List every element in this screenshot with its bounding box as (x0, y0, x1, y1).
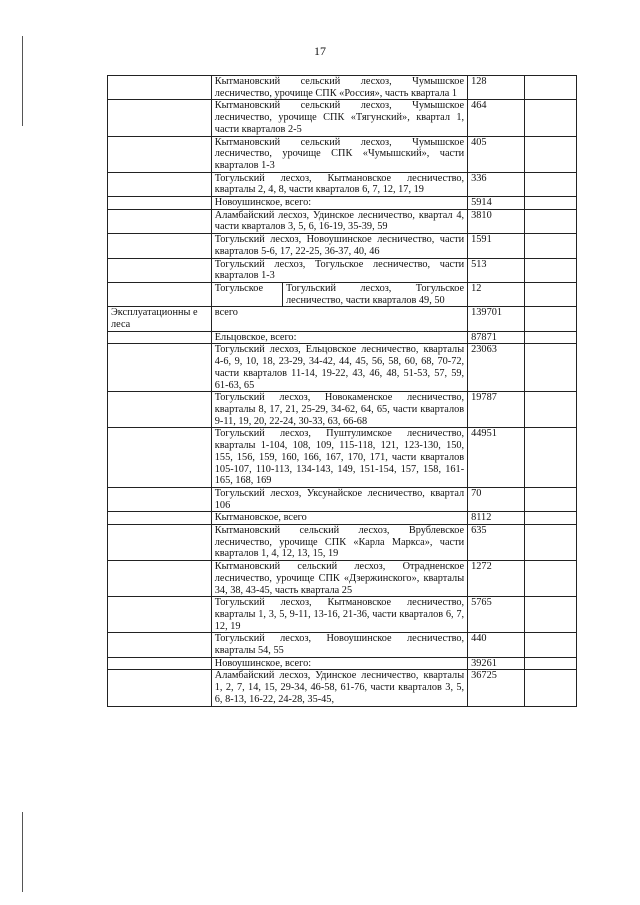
area-cell: 139701 (468, 307, 525, 331)
area-cell: 70 (468, 487, 525, 511)
description-cell: Тогульский лесхоз, Уксунайское лесничество, квартал 106 (211, 487, 467, 511)
category-cell (108, 136, 212, 172)
table-row (108, 487, 577, 511)
table-row (108, 209, 577, 233)
table-row (108, 561, 577, 597)
area-cell: 128 (468, 76, 525, 100)
description-cell: Кытмановский сельский лесхоз, Чумышское лесничество, урочище СПК «Россия», часть квартала 1 (211, 76, 467, 100)
area-cell: 23063 (468, 344, 525, 392)
category-cell (108, 487, 212, 511)
category-cell (108, 670, 212, 706)
extra-cell (525, 76, 577, 100)
category-cell (108, 209, 212, 233)
category-cell (108, 197, 212, 210)
extra-cell (525, 197, 577, 210)
area-cell: 440 (468, 633, 525, 657)
area-cell: 12 (468, 282, 525, 306)
description-cell: всего (211, 307, 467, 331)
description-cell: Тогульский лесхоз, Ельцовское лесничество, кварталы 4-6, 9, 10, 18, 23-29, 34-42, 44, 45, 56, 58, 60, 68, 70-72, части кварталов 11-14, 19-22, 43, 46, 48, 51-53, 57, 59, 61-63, 65 (211, 344, 467, 392)
extra-cell (525, 512, 577, 525)
area-cell: 464 (468, 100, 525, 136)
subsection-label-cell: Тогульское (211, 282, 282, 306)
description-cell: Тогульский лесхоз, Новоушинское лесничество, кварталы 54, 55 (211, 633, 467, 657)
description-cell: Кытмановский сельский лесхоз, Врублевское лесничество, урочище СПК «Карла Маркса», части кварталов 1, 4, 12, 13, 15, 19 (211, 525, 467, 561)
area-cell: 8112 (468, 512, 525, 525)
table-row (108, 344, 577, 392)
description-cell: Тогульский лесхоз, Новокаменское лесничество, кварталы 8, 17, 21, 25-29, 34-62, 64, 65, части кварталов 9-11, 19, 20, 22-24, 30-33, 63, 66-68 (211, 392, 467, 428)
description-cell: Тогульский лесхоз, Тогульское лесничество, части кварталов 49, 50 (282, 282, 467, 306)
description-cell: Аламбайский лесхоз, Удинское лесничество, квартал 4, части кварталов 3, 5, 6, 16-19, 35-39, 59 (211, 209, 467, 233)
area-cell: 36725 (468, 670, 525, 706)
table-row (108, 197, 577, 210)
extra-cell (525, 670, 577, 706)
extra-cell (525, 633, 577, 657)
category-cell (108, 344, 212, 392)
category-cell (108, 561, 212, 597)
description-cell: Новоушинское, всего: (211, 657, 467, 670)
page-number: 17 (314, 44, 326, 58)
extra-cell (525, 487, 577, 511)
description-cell: Тогульский лесхоз, Тогульское лесничество, части кварталов 1-3 (211, 258, 467, 282)
table-row (108, 657, 577, 670)
description-cell: Кытмановский сельский лесхоз, Чумышское лесничество, урочище СПК «Чумышский», части кварталов 1-3 (211, 136, 467, 172)
extra-cell (525, 392, 577, 428)
extra-cell (525, 561, 577, 597)
category-cell (108, 428, 212, 488)
table-row (108, 331, 577, 344)
category-cell (108, 234, 212, 258)
table-row (108, 670, 577, 706)
category-cell (108, 100, 212, 136)
extra-cell (525, 344, 577, 392)
area-cell: 39261 (468, 657, 525, 670)
category-cell (108, 76, 212, 100)
extra-cell (525, 100, 577, 136)
extra-cell (525, 258, 577, 282)
category-cell (108, 657, 212, 670)
area-cell: 87871 (468, 331, 525, 344)
description-cell: Тогульский лесхоз, Пуштулимское лесничество, кварталы 1-104, 108, 109, 115-118, 121, 123-130, 150, 155, 156, 159, 160, 166, 167, 170, 171, части кварталов 105-107, 110-113, 134-143, 149, 151-154, 157, 158, 161-165, 168, 169 (211, 428, 467, 488)
table-row (108, 258, 577, 282)
description-cell: Кытмановское, всего (211, 512, 467, 525)
category-cell (108, 282, 212, 306)
extra-cell (525, 307, 577, 331)
extra-cell (525, 136, 577, 172)
description-cell: Кытмановский сельский лесхоз, Отрадненское лесничество, урочище СПК «Дзержинского», кварталы 34, 38, 43-45, часть квартала 25 (211, 561, 467, 597)
extra-cell (525, 597, 577, 633)
area-cell: 1591 (468, 234, 525, 258)
category-cell (108, 525, 212, 561)
description-cell: Тогульский лесхоз, Новоушинское лесничество, части кварталов 5-6, 17, 22-25, 36-37, 40, 46 (211, 234, 467, 258)
forest-table (107, 75, 577, 707)
area-cell: 336 (468, 172, 525, 196)
extra-cell (525, 331, 577, 344)
area-cell: 5765 (468, 597, 525, 633)
category-cell (108, 512, 212, 525)
area-cell: 405 (468, 136, 525, 172)
table-row (108, 597, 577, 633)
area-cell: 5914 (468, 197, 525, 210)
table-row (108, 392, 577, 428)
area-cell: 44951 (468, 428, 525, 488)
table-row (108, 525, 577, 561)
description-cell: Тогульский лесхоз, Кытмановское лесничество, кварталы 1, 3, 5, 9-11, 13-16, 21-36, части кварталов 6, 7, 12, 19 (211, 597, 467, 633)
extra-cell (525, 428, 577, 488)
area-cell: 19787 (468, 392, 525, 428)
table-row (108, 633, 577, 657)
table-row (108, 282, 577, 306)
extra-cell (525, 282, 577, 306)
area-cell: 635 (468, 525, 525, 561)
category-cell (108, 392, 212, 428)
description-cell: Аламбайский лесхоз, Удинское лесничество, кварталы 1, 2, 7, 14, 15, 29-34, 46-58, 61-76, части кварталов 3, 5, 6, 8-13, 16-22, 24-28, 35-45, (211, 670, 467, 706)
table-row (108, 136, 577, 172)
description-cell: Кытмановский сельский лесхоз, Чумышское лесничество, урочище СПК «Тягунский», квартал 1, части кварталов 2-5 (211, 100, 467, 136)
category-cell (108, 258, 212, 282)
area-cell: 513 (468, 258, 525, 282)
table-row (108, 307, 577, 331)
table-row (108, 76, 577, 100)
extra-cell (525, 209, 577, 233)
table-row (108, 234, 577, 258)
extra-cell (525, 172, 577, 196)
extra-cell (525, 657, 577, 670)
extra-cell (525, 525, 577, 561)
description-cell: Тогульский лесхоз, Кытмановское лесничество, кварталы 2, 4, 8, части кварталов 6, 7, 12, 17, 19 (211, 172, 467, 196)
area-cell: 3810 (468, 209, 525, 233)
category-cell: Эксплуатационны е леса (108, 307, 212, 331)
table-row (108, 512, 577, 525)
description-cell: Ельцовское, всего: (211, 331, 467, 344)
description-cell: Новоушинское, всего: (211, 197, 467, 210)
table-row (108, 172, 577, 196)
left-margin-line-bottom (22, 812, 23, 892)
table-row (108, 428, 577, 488)
area-cell: 1272 (468, 561, 525, 597)
category-cell (108, 633, 212, 657)
category-cell (108, 597, 212, 633)
extra-cell (525, 234, 577, 258)
category-cell (108, 172, 212, 196)
category-cell (108, 331, 212, 344)
table-row (108, 100, 577, 136)
